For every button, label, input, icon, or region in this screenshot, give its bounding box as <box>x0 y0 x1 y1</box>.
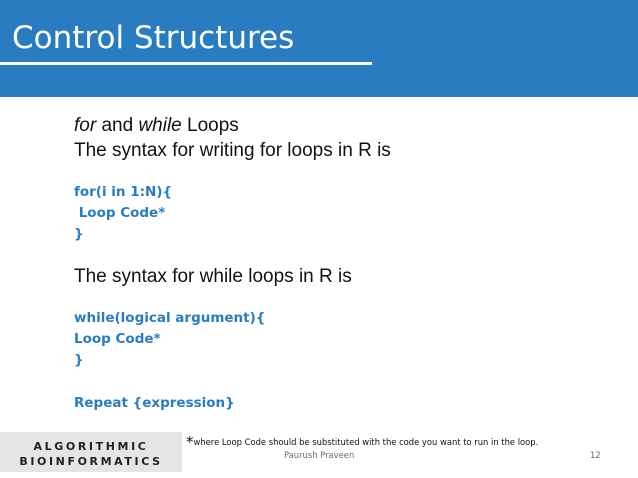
logo-line-2: BIOINFORMATICS <box>19 455 163 468</box>
heading-for: for <box>74 115 97 136</box>
for-code-line-3: } <box>74 226 84 242</box>
while-code-line-1: while(logical argument){ <box>74 310 266 326</box>
heading-loops: Loops <box>181 115 239 136</box>
algorithmic-bioinformatics-logo <box>0 432 182 472</box>
heading-and: and <box>96 115 139 136</box>
while-intro-text: The syntax for while loops in R is <box>74 266 352 287</box>
footnote <box>186 432 538 452</box>
logo-line-1: ALGORITHMIC <box>33 440 149 453</box>
title-bar <box>0 0 638 97</box>
heading-while: while <box>138 115 182 136</box>
for-code-line-1: for(i in 1:N){ <box>74 184 173 200</box>
while-code-line-3: } <box>74 352 84 368</box>
loops-heading <box>74 114 239 138</box>
for-code-line-2: Loop Code* <box>74 205 166 221</box>
for-intro-text: The syntax for writing for loops in R is <box>74 140 391 161</box>
footnote-text: where Loop Code should be substituted with the code you want to run in the loop. <box>193 437 539 447</box>
while-code-line-2: Loop Code* <box>74 331 161 347</box>
repeat-code-line: Repeat {expression} <box>74 395 235 411</box>
footnote-star: * <box>186 433 194 451</box>
slide-title: Control Structures <box>12 20 295 56</box>
title-underline <box>0 62 372 65</box>
page-number: 12 <box>590 450 601 460</box>
author-name: Paurush Praveen <box>284 450 355 460</box>
